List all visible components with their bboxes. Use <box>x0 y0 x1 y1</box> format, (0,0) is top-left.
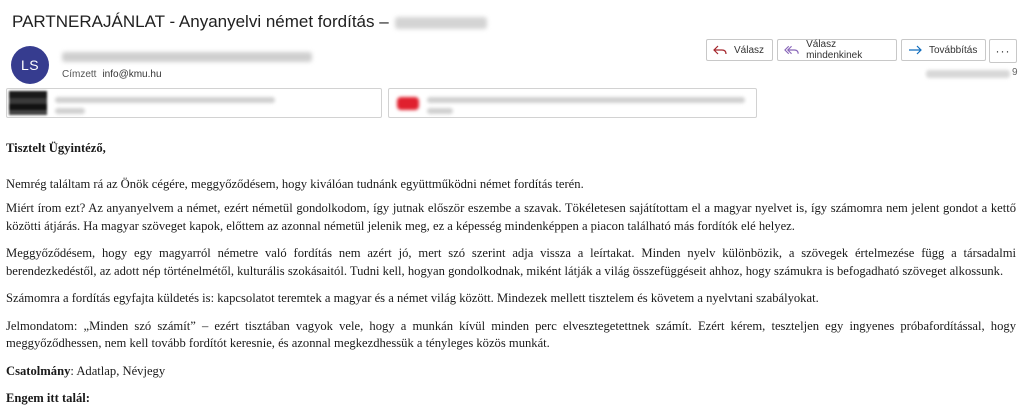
email-subject <box>12 12 487 32</box>
reply-all-button[interactable] <box>777 39 897 61</box>
email-closing: Engem itt talál: <box>6 391 90 405</box>
subject-text: PARTNERAJÁNLAT - Anyanyelvi német fordítás – <box>12 12 389 31</box>
attachment-name-redacted <box>55 97 275 103</box>
attachments-label: Csatolmány <box>6 363 71 378</box>
attachment-card[interactable] <box>388 88 757 118</box>
reply-label: Válasz <box>734 44 765 56</box>
subject-redacted-name <box>395 17 487 29</box>
reply-button[interactable] <box>706 39 773 61</box>
attachment-card[interactable] <box>6 88 382 118</box>
message-actions <box>706 39 990 63</box>
sender-avatar: LS <box>11 46 49 84</box>
sent-date-tail: 9 <box>1012 67 1018 78</box>
email-body <box>6 140 1016 408</box>
sender-redacted <box>62 52 312 62</box>
attachment-name-redacted <box>427 97 745 103</box>
image-thumbnail-icon <box>9 91 47 115</box>
forward-button[interactable] <box>901 39 986 61</box>
pdf-file-icon <box>397 97 419 110</box>
email-paragraph: Nemrég találtam rá az Önök cégére, meggyőződésem, hogy kiválóan tudnánk együttműködni német fordítás terén. <box>6 176 584 191</box>
attachment-size-redacted <box>55 108 85 114</box>
sent-date-redacted <box>926 70 1010 78</box>
more-actions-button[interactable] <box>989 39 1017 63</box>
to-address[interactable]: info@kmu.hu <box>102 69 162 80</box>
attachments-value: : Adatlap, Névjegy <box>70 363 166 378</box>
to-label: Címzett <box>62 69 97 80</box>
ellipsis-icon: ··· <box>995 44 1011 58</box>
forward-arrow-icon <box>908 44 922 56</box>
email-paragraph: Meggyőződésem, hogy egy magyarról németre való fordítás nem azért jó, mert szó szerint adja vissza a leírtakat. Minden nyelv különbözik, a szövegek értelmezése függ a társadalmi berendezkedéstől, az adott nép történelmétől, kulturális szokásaitól. Tudni kell, hogyan gondolkodnak, miként látják a világ összefüggéseit ahhoz, hogy számukra is befogadható szöveget alkossunk. <box>6 246 1016 278</box>
email-paragraph: Számomra a fordítás egyfajta küldetés is: kapcsolatot teremtek a magyar és a német világ között. Mindezek mellett tisztelem és követem a nyelvtani szabályokat. <box>6 291 819 305</box>
email-paragraph: Jelmondatom: „Minden szó számít” – ezért tisztában vagyok vele, hogy a munkán kívül minden perc elvesztegetettnek számít. Ezért kérem, teszteljen egy ingyenes próbafordítással, hogy meggyőződhessen, nem kell tovább fordítót keresnie, és azonnal megkezdhessük a tényleges közös munkát. <box>6 318 1016 350</box>
email-greeting: Tisztelt Ügyintéző, <box>6 141 106 155</box>
reply-all-label: Válasz mindenkinek <box>806 39 863 61</box>
attachment-size-redacted <box>427 108 453 114</box>
email-paragraph: Miért írom ezt? Az anyanyelvem a német, ezért németül gondolkodom, így jutnak először eszembe a szavak. Tökéletesen sajátítottam el a magyar nyelvet is, így számomra nem jelent gondot a kettő közötti átjárás. Ha magyar szöveget kapok, előttem az azonnal németül jelenik meg, ez a képesség mindenképpen a piacon található más fordítók elé helyez. <box>6 201 1016 233</box>
attachments-note <box>6 363 1016 381</box>
recipient-line <box>62 69 162 80</box>
forward-label: Továbbítás <box>929 44 978 56</box>
reply-all-arrow-icon <box>784 44 799 56</box>
reply-arrow-icon <box>713 44 727 56</box>
